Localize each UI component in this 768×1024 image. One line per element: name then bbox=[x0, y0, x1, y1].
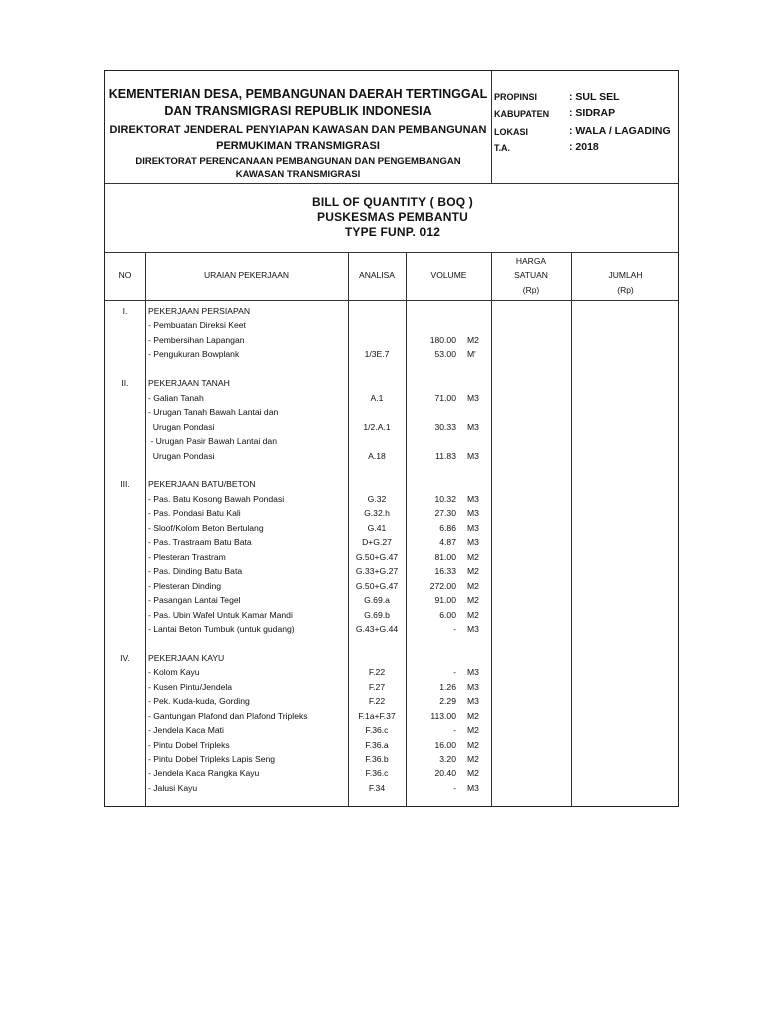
row-unit: M2 bbox=[467, 739, 479, 750]
row-desc: - Sloof/Kolom Beton Bertulang bbox=[148, 522, 264, 533]
meta-label-lokasi: LOKASI bbox=[494, 127, 529, 137]
row-unit: M3 bbox=[467, 667, 479, 678]
row-analisa: F.27 bbox=[368, 681, 386, 692]
row-volume: 10.32 bbox=[434, 493, 456, 504]
row-desc: - Kusen Pintu/Jendela bbox=[148, 681, 233, 692]
row-volume: - bbox=[453, 782, 456, 793]
row-unit: M2 bbox=[467, 754, 479, 764]
row-volume: 180.00 bbox=[429, 334, 456, 345]
row-no: I. bbox=[122, 306, 128, 316]
row-desc: - Pas. Ubin Wafel Untuk Kamar Mandi bbox=[148, 609, 293, 620]
row-desc: - Pengukuran Bowplank bbox=[148, 349, 240, 360]
row-volume: 11.83 bbox=[435, 450, 456, 461]
col-header-harga-3: (Rp) bbox=[522, 285, 540, 295]
row-analisa: G.32 bbox=[367, 493, 387, 504]
row-desc: - Jalusi Kayu bbox=[148, 782, 198, 793]
meta-value-propinsi: : SUL SEL bbox=[569, 91, 620, 103]
row-analisa: D+G.27 bbox=[362, 537, 392, 548]
row-unit: M2 bbox=[467, 595, 479, 605]
row-volume: 30.33 bbox=[434, 421, 456, 432]
row-volume: - bbox=[453, 623, 456, 634]
row-no: III. bbox=[120, 479, 130, 490]
row-desc: - Jendela Kaca Mati bbox=[148, 725, 224, 735]
row-no: IV. bbox=[120, 652, 130, 663]
row-analisa: G.50+G.47 bbox=[355, 551, 399, 562]
row-volume: 16.33 bbox=[434, 566, 456, 577]
row-desc: - Pas. Dinding Batu Bata bbox=[148, 566, 243, 577]
row-unit: M2 bbox=[467, 551, 479, 562]
col-divider-volume bbox=[491, 252, 492, 806]
title-divider bbox=[105, 252, 678, 253]
row-unit: M3 bbox=[467, 623, 479, 634]
row-desc: - Gantungan Plafond dan Plafond Tripleks bbox=[148, 710, 308, 721]
row-desc: - Galian Tanah bbox=[148, 392, 204, 403]
row-analisa: G.50+G.47 bbox=[355, 580, 399, 591]
meta-label-ta: T.A. bbox=[494, 143, 511, 153]
row-desc: PEKERJAAN PERSIAPAN bbox=[148, 306, 251, 316]
row-unit: M2 bbox=[467, 580, 479, 591]
title-line-2: PUSKESMAS PEMBANTU bbox=[317, 210, 468, 224]
row-unit: M2 bbox=[467, 334, 479, 345]
row-volume: 272.00 bbox=[429, 580, 456, 591]
directorate-line-1: DIREKTORAT PERENCANAAN PEMBANGUNAN DAN PENGEMBANGAN bbox=[135, 156, 461, 167]
row-desc: - Pembersihan Lapangan bbox=[148, 334, 245, 345]
row-volume: 53.00 bbox=[434, 349, 456, 360]
meta-label-propinsi: PROPINSI bbox=[494, 92, 538, 102]
row-desc: - Pek. Kuda-kuda, Gording bbox=[148, 696, 250, 707]
row-analisa: F.36.b bbox=[365, 754, 389, 764]
row-unit: M3 bbox=[467, 493, 479, 504]
header-divider bbox=[105, 183, 678, 184]
header-meta-divider bbox=[491, 71, 492, 183]
row-desc: - Lantai Beton Tumbuk (untuk gudang) bbox=[148, 623, 295, 634]
row-analisa: G.33+G.27 bbox=[355, 566, 399, 577]
col-header-jumlah-1: JUMLAH bbox=[608, 270, 643, 280]
row-volume: 3.20 bbox=[439, 754, 456, 764]
column-header-divider bbox=[105, 300, 678, 301]
row-desc: - Jendela Kaca Rangka Kayu bbox=[148, 768, 260, 779]
row-unit: M2 bbox=[467, 768, 479, 779]
row-unit: M3 bbox=[467, 681, 479, 692]
row-analisa: F.22 bbox=[368, 696, 386, 707]
col-header-no: NO bbox=[118, 270, 132, 280]
row-analisa: F.34 bbox=[368, 782, 386, 793]
row-desc: - Pembuatan Direksi Keet bbox=[148, 320, 246, 331]
row-volume: 113.00 bbox=[430, 710, 456, 721]
col-header-jumlah-2: (Rp) bbox=[617, 285, 634, 295]
row-desc: - Pintu Dobel Tripleks Lapis Seng bbox=[148, 754, 276, 764]
row-analisa: G.32.h bbox=[364, 508, 390, 519]
row-analisa: F.22 bbox=[368, 667, 386, 678]
row-unit: M2 bbox=[467, 566, 479, 577]
row-volume: 6.86 bbox=[439, 522, 456, 533]
row-unit: M3 bbox=[467, 782, 479, 793]
row-volume: 81.00 bbox=[434, 551, 456, 562]
row-desc: - Plesteran Dinding bbox=[148, 580, 222, 591]
row-desc: - Pas. Trastraam Batu Bata bbox=[148, 537, 252, 548]
row-unit: M3 bbox=[467, 508, 479, 519]
row-analisa: A.1 bbox=[370, 392, 384, 403]
row-desc: Urugan Pondasi bbox=[148, 421, 215, 432]
title-line-1: BILL OF QUANTITY ( BOQ ) bbox=[311, 195, 474, 209]
row-volume: - bbox=[453, 725, 456, 735]
meta-value-ta: : 2018 bbox=[569, 141, 599, 153]
row-unit: M3 bbox=[467, 696, 479, 707]
row-volume: 4.87 bbox=[439, 537, 456, 548]
col-header-harga-1: HARGA bbox=[515, 256, 547, 266]
row-volume: 1.26 bbox=[439, 681, 456, 692]
row-desc: - Pintu Dobel Tripleks bbox=[148, 739, 230, 750]
row-desc: - Pas. Batu Kosong Bawah Pondasi bbox=[148, 493, 285, 504]
row-analisa: G.41 bbox=[367, 522, 387, 533]
row-volume: 27.30 bbox=[434, 508, 456, 519]
row-analisa: F.36.c bbox=[365, 768, 389, 779]
col-divider-harga bbox=[571, 252, 572, 806]
row-analisa: G.69.a bbox=[364, 595, 390, 605]
row-unit: M2 bbox=[467, 609, 479, 620]
boq-document bbox=[104, 70, 679, 807]
row-no: II. bbox=[121, 378, 129, 389]
row-analisa: 1/3E.7 bbox=[364, 349, 390, 360]
row-desc: - Kolom Kayu bbox=[148, 667, 200, 678]
ministry-line-2: DAN TRANSMIGRASI REPUBLIK INDONESIA bbox=[164, 104, 432, 118]
row-desc: - Urugan Pasir Bawah Lantai dan bbox=[148, 436, 277, 446]
row-volume: - bbox=[453, 667, 456, 678]
directorate-general-line-2: PERMUKIMAN TRANSMIGRASI bbox=[216, 140, 380, 152]
row-desc: PEKERJAAN BATU/BETON bbox=[148, 479, 256, 490]
col-header-volume: VOLUME bbox=[430, 270, 467, 280]
row-desc: PEKERJAAN TANAH bbox=[148, 378, 230, 389]
row-unit: M' bbox=[467, 349, 476, 360]
row-volume: 6.00 bbox=[439, 609, 456, 620]
ministry-line-1: KEMENTERIAN DESA, PEMBANGUNAN DAERAH TERTINGGAL bbox=[108, 87, 488, 101]
row-unit: M3 bbox=[467, 450, 479, 461]
row-desc: - Pas. Pondasi Batu Kali bbox=[148, 508, 241, 519]
row-desc: - Plesteran Trastram bbox=[148, 551, 226, 562]
row-unit: M2 bbox=[467, 725, 479, 735]
col-header-harga-2: SATUAN bbox=[514, 270, 548, 280]
row-desc: - Urugan Tanah Bawah Lantai dan bbox=[148, 407, 279, 418]
directorate-line-2: KAWASAN TRANSMIGRASI bbox=[235, 169, 361, 180]
directorate-general-line-1: DIREKTORAT JENDERAL PENYIAPAN KAWASAN DAN PEMBANGUNAN bbox=[109, 124, 487, 136]
row-volume: 16.00 bbox=[434, 739, 456, 750]
col-header-uraian: URAIAN PEKERJAAN bbox=[203, 270, 290, 280]
row-unit: M3 bbox=[467, 392, 479, 403]
row-unit: M3 bbox=[467, 537, 479, 548]
row-volume: 20.40 bbox=[434, 768, 456, 779]
row-unit: M3 bbox=[467, 522, 479, 533]
meta-label-kabupaten: KABUPATEN bbox=[494, 109, 550, 119]
row-analisa: G.69.b bbox=[364, 609, 390, 620]
meta-value-kabupaten: : SIDRAP bbox=[569, 107, 616, 119]
row-analisa: F.36.a bbox=[365, 739, 389, 750]
row-analisa: G.43+G.44 bbox=[355, 623, 399, 634]
row-volume: 91.00 bbox=[434, 595, 456, 605]
row-analisa: F.36.c bbox=[365, 725, 389, 735]
row-volume: 2.29 bbox=[439, 696, 456, 707]
row-analisa: 1/2.A.1 bbox=[363, 421, 391, 432]
row-desc: - Pasangan Lantai Tegel bbox=[148, 595, 241, 605]
title-line-3: TYPE FUNP. 012 bbox=[344, 225, 441, 239]
row-unit: M2 bbox=[467, 710, 479, 721]
row-analisa: F.1a+F.37 bbox=[358, 710, 396, 721]
row-desc: PEKERJAAN KAYU bbox=[148, 652, 225, 663]
row-desc: Urugan Pondasi bbox=[148, 450, 215, 461]
row-volume: 71.00 bbox=[434, 392, 456, 403]
col-header-analisa: ANALISA bbox=[359, 270, 395, 280]
col-divider-no bbox=[145, 252, 146, 806]
row-unit: M3 bbox=[467, 421, 479, 432]
meta-value-lokasi: : WALA / LAGADING bbox=[569, 125, 671, 137]
row-analisa: A.18 bbox=[368, 450, 386, 461]
